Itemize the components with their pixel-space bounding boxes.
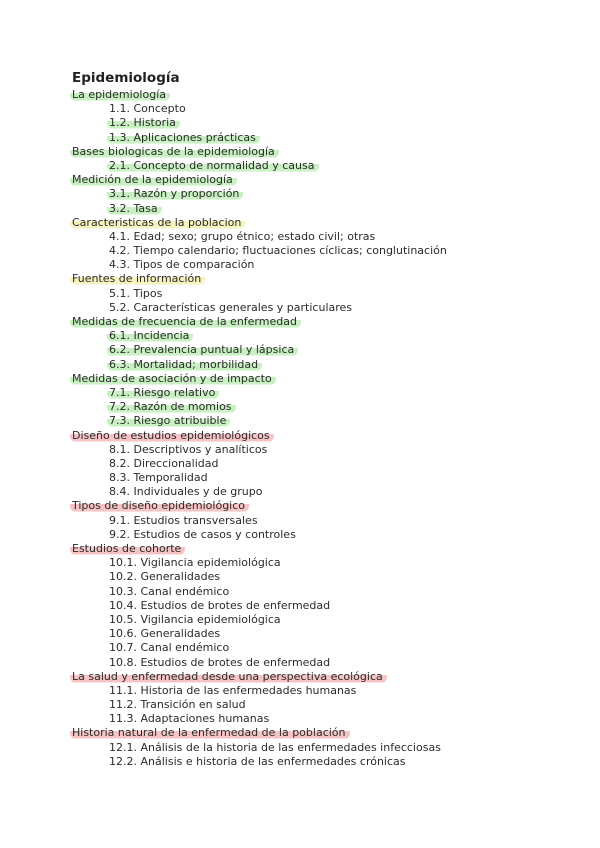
subsection-label: 1.3. Aplicaciones prácticas: [107, 131, 260, 144]
subsection-label: 11.2. Transición en salud: [109, 698, 246, 712]
outline-subsection: [72, 570, 572, 584]
outline-subsection: [72, 329, 572, 343]
outline-subsection: [72, 514, 572, 528]
outline-subsection: [72, 159, 572, 173]
subsection-label: 1.2. Historia: [107, 116, 180, 129]
outline-subsection: [72, 627, 572, 641]
outline-subsection: [72, 755, 572, 769]
subsection-label: 11.1. Historia de las enfermedades humanas: [109, 683, 357, 697]
subsection-label: 4.2. Tiempo calendario; fluctuaciones cíclicas; conglutinación: [109, 244, 447, 258]
outline-section: [72, 372, 572, 386]
subsection-label: 7.1. Riesgo relativo: [107, 386, 219, 399]
subsection-label: 12.2. Análisis e historia de las enfermedades crónicas: [109, 754, 406, 768]
subsection-label: 4.3. Tipos de comparación: [109, 258, 255, 272]
subsection-label: 1.1. Concepto: [109, 102, 186, 116]
section-label: Medición de la epidemiología: [70, 173, 237, 186]
subsection-label: 10.4. Estudios de brotes de enfermedad: [109, 598, 331, 612]
outline-subsection: [72, 599, 572, 613]
section-label: Caracteristicas de la poblacion: [70, 216, 245, 229]
section-label: La salud y enfermedad desde una perspectiva ecológica: [70, 670, 387, 683]
section-label: La epidemiología: [70, 88, 170, 101]
subsection-label: 10.8. Estudios de brotes de enfermedad: [109, 655, 331, 669]
subsection-label: 10.7. Canal endémico: [109, 641, 230, 655]
subsection-label: 3.2. Tasa: [107, 202, 162, 215]
section-label: Fuentes de información: [70, 272, 205, 285]
outline-subsection: [72, 528, 572, 542]
subsection-label: 7.2. Razón de momios: [107, 400, 236, 413]
outline-subsection: [72, 244, 572, 258]
outline-list: [72, 88, 572, 769]
outline-subsection: [72, 414, 572, 428]
subsection-label: 6.3. Mortalidad; morbilidad: [107, 358, 262, 371]
outline-subsection: [72, 358, 572, 372]
subsection-label: 8.4. Individuales y de grupo: [109, 485, 263, 499]
outline-subsection: [72, 457, 572, 471]
outline-subsection: [72, 556, 572, 570]
section-label: Historia natural de la enfermedad de la población: [70, 726, 350, 739]
outline-subsection: [72, 131, 572, 145]
subsection-label: 10.5. Vigilancia epidemiológica: [109, 612, 281, 626]
section-label: Estudios de cohorte: [70, 542, 185, 555]
subsection-label: 8.2. Direccionalidad: [109, 456, 219, 470]
outline-subsection: [72, 641, 572, 655]
document-title: Epidemiología: [72, 70, 180, 86]
outline-section: [72, 315, 572, 329]
subsection-label: 10.3. Canal endémico: [109, 584, 230, 598]
outline-section: [72, 542, 572, 556]
outline-section: [72, 726, 572, 740]
outline-section: [72, 272, 572, 286]
outline-subsection: [72, 187, 572, 201]
outline-section: [72, 499, 572, 513]
outline-subsection: [72, 698, 572, 712]
outline-subsection: [72, 343, 572, 357]
subsection-label: 10.6. Generalidades: [109, 627, 221, 641]
outline-subsection: [72, 116, 572, 130]
subsection-label: 12.1. Análisis de la historia de las enfermedades infecciosas: [109, 740, 441, 754]
subsection-label: 10.1. Vigilancia epidemiológica: [109, 556, 281, 570]
section-label: Medidas de asociación y de impacto: [70, 372, 276, 385]
outline-subsection: [72, 485, 572, 499]
document-page: [72, 68, 572, 769]
outline-section: [72, 670, 572, 684]
outline-section: [72, 216, 572, 230]
outline-subsection: [72, 301, 572, 315]
outline-subsection: [72, 400, 572, 414]
subsection-label: 8.3. Temporalidad: [109, 471, 208, 485]
outline-subsection: [72, 202, 572, 216]
outline-subsection: [72, 585, 572, 599]
subsection-label: 6.1. Incidencia: [107, 329, 193, 342]
outline-subsection: [72, 741, 572, 755]
subsection-label: 10.2. Generalidades: [109, 570, 221, 584]
outline-subsection: [72, 230, 572, 244]
section-label: Bases biologicas de la epidemiología: [70, 145, 279, 158]
section-label: Tipos de diseño epidemiológico: [70, 499, 249, 512]
outline-subsection: [72, 471, 572, 485]
section-label: Medidas de frecuencia de la enfermedad: [70, 315, 301, 328]
subsection-label: 5.2. Características generales y particulares: [109, 300, 353, 314]
outline-subsection: [72, 386, 572, 400]
outline-section: [72, 145, 572, 159]
outline-section: [72, 173, 572, 187]
outline-subsection: [72, 613, 572, 627]
subsection-label: 6.2. Prevalencia puntual y lápsica: [107, 343, 298, 356]
outline-subsection: [72, 287, 572, 301]
subsection-label: 9.1. Estudios transversales: [109, 513, 258, 527]
subsection-label: 9.2. Estudios de casos y controles: [109, 527, 296, 541]
outline-subsection: [72, 712, 572, 726]
section-label: Diseño de estudios epidemiológicos: [70, 429, 274, 442]
outline-subsection: [72, 684, 572, 698]
subsection-label: 8.1. Descriptivos y analíticos: [109, 442, 268, 456]
subsection-label: 7.3. Riesgo atribuible: [107, 414, 230, 427]
outline-section: [72, 88, 572, 102]
subsection-label: 4.1. Edad; sexo; grupo étnico; estado civil; otras: [109, 229, 376, 243]
outline-subsection: [72, 443, 572, 457]
subsection-label: 3.1. Razón y proporción: [107, 187, 243, 200]
outline-section: [72, 429, 572, 443]
outline-subsection: [72, 102, 572, 116]
subsection-label: 11.3. Adaptaciones humanas: [109, 712, 270, 726]
outline-subsection: [72, 258, 572, 272]
subsection-label: 2.1. Concepto de normalidad y causa: [107, 159, 319, 172]
outline-subsection: [72, 656, 572, 670]
subsection-label: 5.1. Tipos: [109, 286, 163, 300]
